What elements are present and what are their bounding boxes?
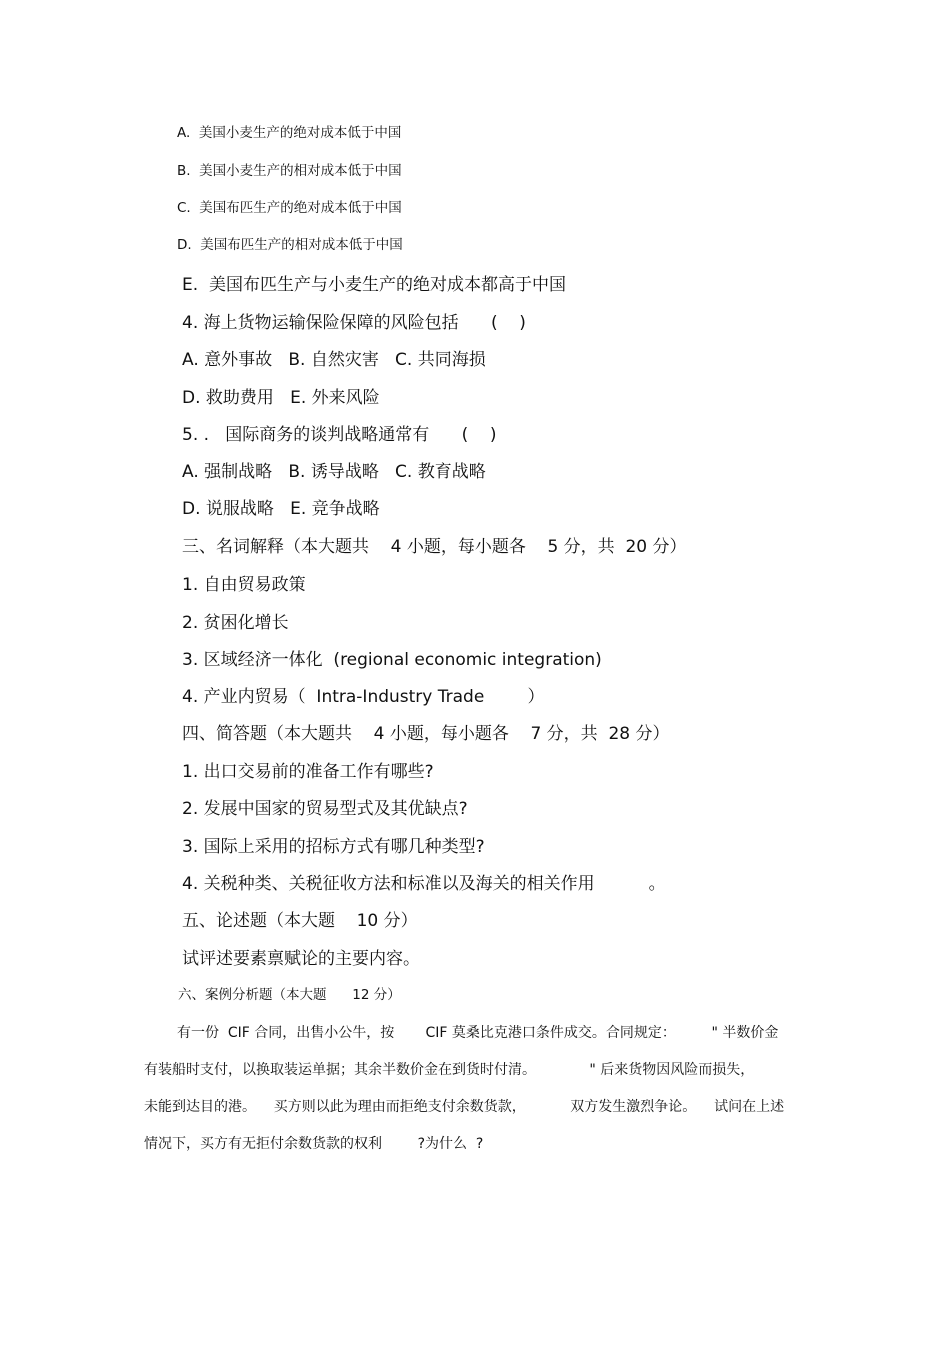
section-4-heading: 四、简答题（本大题共 4 小题，每小题各 7 分，共 28 分） (182, 724, 670, 744)
short-answer-item: 2. 发展中国家的贸易型式及其优缺点? (182, 799, 468, 819)
question-5-stem: 5. . 国际商务的谈判战略通常有 ( ) (182, 425, 497, 445)
option-a: A. 美国小麦生产的绝对成本低于中国 (177, 125, 402, 141)
term-item: 4. 产业内贸易（ Intra-Industry Trade ） (182, 687, 545, 707)
case-paragraph-line: 未能到达目的港。 买方则以此为理由而拒绝支付余数货款， 双方发生激烈争论。 试问在上述 (144, 1099, 785, 1115)
question-5-options-row1: A. 强制战略 B. 诱导战略 C. 教育战略 (182, 462, 486, 482)
short-answer-item: 1. 出口交易前的准备工作有哪些? (182, 762, 434, 782)
case-paragraph-line: 情况下，买方有无拒付余数货款的权利 ?为什么 ? (144, 1136, 484, 1152)
question-5-options-row2: D. 说服战略 E. 竞争战略 (182, 499, 380, 519)
case-paragraph-line: 有一份 CIF 合同，出售小公牛，按 CIF 莫桑比克港口条件成交。合同规定： " 半数价金 (177, 1025, 779, 1041)
term-item: 2. 贫困化增长 (182, 613, 289, 633)
question-4-options-row1: A. 意外事故 B. 自然灾害 C. 共同海损 (182, 350, 486, 370)
option-c: C. 美国布匹生产的绝对成本低于中国 (177, 200, 402, 216)
term-item: 3. 区域经济一体化 (regional economic integration) (182, 650, 602, 670)
question-4-options-row2: D. 救助费用 E. 外来风险 (182, 388, 380, 408)
option-d: D. 美国布匹生产的相对成本低于中国 (177, 237, 403, 253)
short-answer-item: 3. 国际上采用的招标方式有哪几种类型? (182, 837, 485, 857)
essay-question: 试评述要素禀赋论的主要内容。 (182, 949, 420, 969)
option-b: B. 美国小麦生产的相对成本低于中国 (177, 163, 402, 179)
option-e: E. 美国布匹生产与小麦生产的绝对成本都高于中国 (182, 275, 566, 295)
section-6-heading: 六、案例分析题（本大题 12 分） (178, 987, 401, 1003)
section-5-heading: 五、论述题（本大题 10 分） (182, 911, 418, 931)
short-answer-item: 4. 关税种类、关税征收方法和标准以及海关的相关作用 。 (182, 874, 666, 894)
question-4-stem: 4. 海上货物运输保险保障的风险包括 ( ) (182, 313, 526, 333)
term-item: 1. 自由贸易政策 (182, 575, 306, 595)
section-3-heading: 三、名词解释（本大题共 4 小题，每小题各 5 分，共 20 分） (182, 537, 687, 557)
case-paragraph-line: 有装船时支付，以换取装运单据；其余半数价金在到货时付清。 " 后来货物因风险而损失， (144, 1062, 755, 1078)
